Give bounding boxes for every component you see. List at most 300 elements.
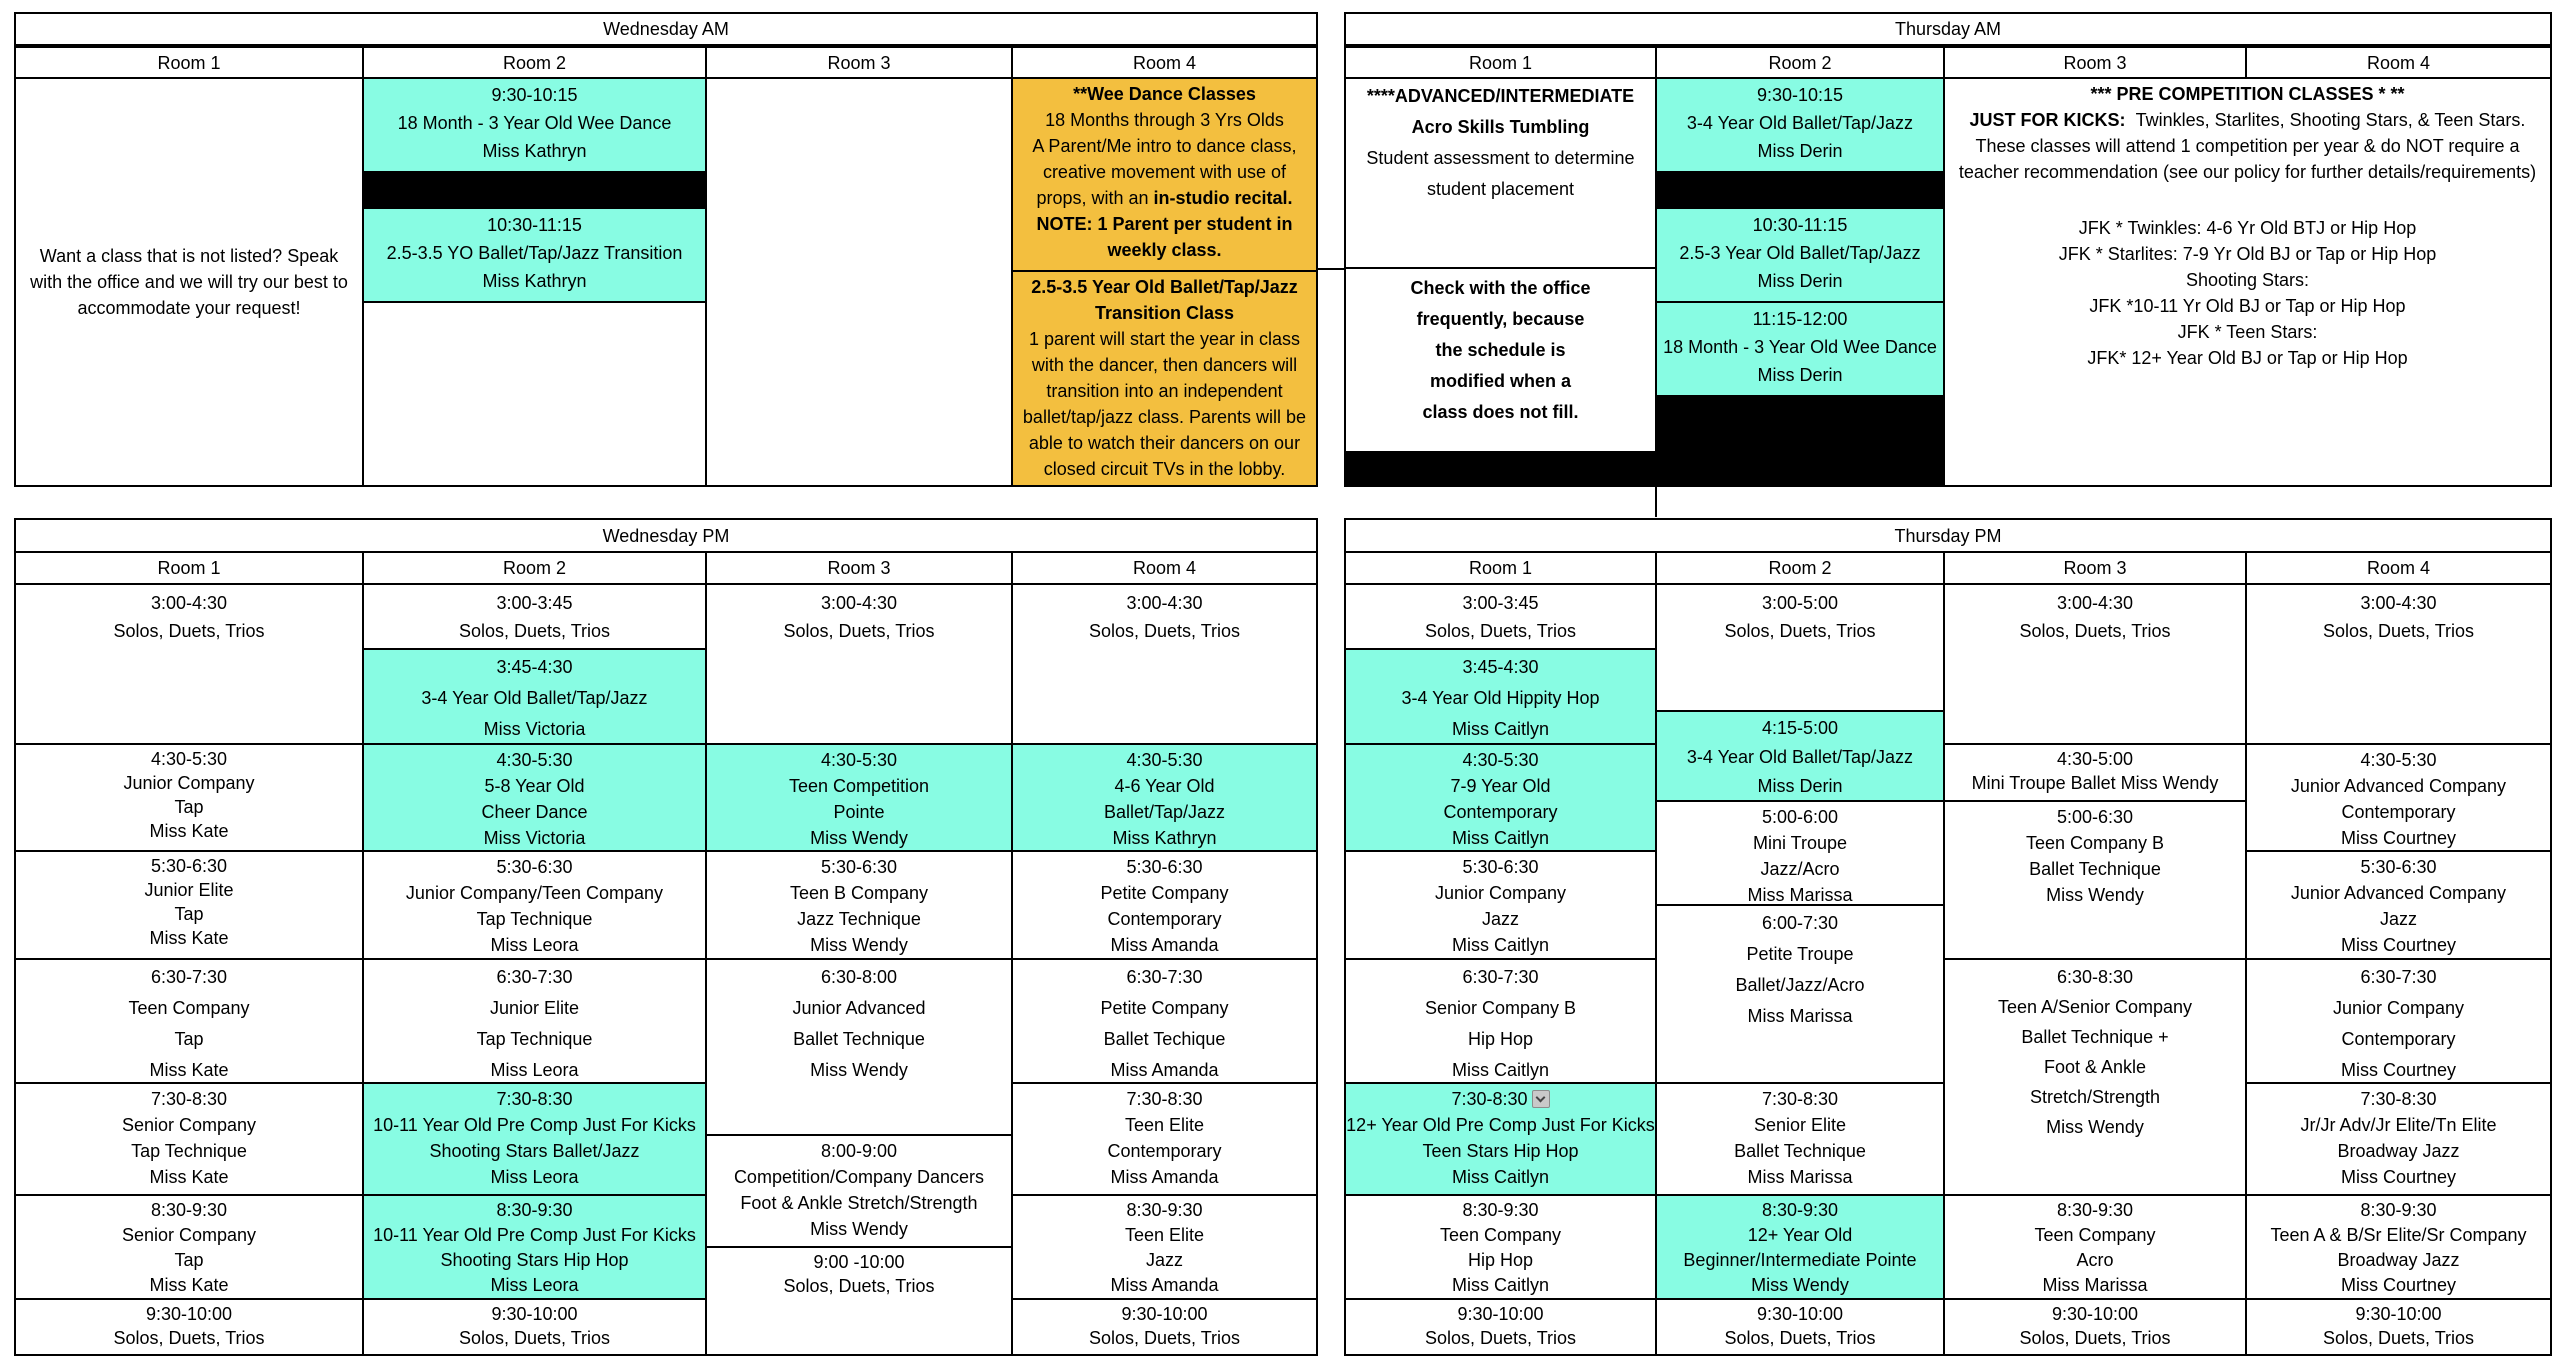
class-time: 3:00-3:45: [496, 593, 573, 613]
class-teacher: Miss Courtney: [2340, 828, 2457, 848]
wednesday-am-title: Wednesday AM: [14, 12, 1318, 46]
thursday-pm-room-1-slot-1: [1344, 583, 1657, 650]
wednesday-pm-room-1-slot-4: [14, 958, 364, 1084]
class-style-3: Stretch/Strength: [2029, 1087, 2161, 1107]
class-time: 3:00-4:30: [150, 593, 228, 613]
class-style: Ballet Technique: [2029, 859, 2161, 879]
class-time: 8:00-9:00: [820, 1141, 898, 1161]
class-style: Jazz Technique: [797, 909, 921, 929]
wee-dance-ages: 18 Months through 3 Yrs Olds: [1045, 110, 1284, 130]
thursday-pm-room-2-slot-1: [1655, 583, 1945, 712]
thursday-am-title: Thursday AM: [1344, 12, 2552, 46]
wednesday-pm-room-1-slot-2: [14, 743, 364, 852]
class-name: Junior Elite: [144, 880, 234, 900]
class-style: Shooting Stars Hip Hop: [440, 1250, 629, 1270]
thursday-am-room-2-class-3: [1655, 301, 1945, 397]
class-time: 8:30-9:30: [496, 1200, 573, 1220]
class-teacher: Miss Leora: [490, 1275, 579, 1295]
class-teacher: Miss Caitlyn: [1451, 828, 1549, 848]
class-teacher: Miss Kathryn: [482, 141, 587, 161]
class-teacher: Miss Leora: [490, 1060, 579, 1080]
class-name: Petite Company: [1100, 998, 1229, 1018]
wednesday-pm-room-4-slot-1: [1011, 583, 1318, 745]
class-style: Ballet/Jazz/Acro: [1735, 975, 1865, 995]
thursday-pm-room-3-slot-4: [1943, 958, 2247, 1196]
class-name: Teen B Company: [789, 883, 929, 903]
class-time: 7:30-8:30: [150, 1089, 228, 1109]
class-style: Broadway Jazz: [2337, 1250, 2460, 1270]
class-name: Teen Company: [128, 998, 250, 1018]
class-time: 3:00-4:30: [1126, 593, 1203, 613]
wednesday-pm-room-3-header: Room 3: [705, 551, 1013, 585]
class-style: Contemporary: [2341, 802, 2456, 822]
thursday-pm-room-1-slot-7: [1344, 1194, 1657, 1300]
class-teacher: Miss Amanda: [1110, 1167, 1219, 1187]
class-name: 3-4 Year Old Ballet/Tap/Jazz: [1686, 113, 1914, 133]
divider-line: [1318, 268, 1346, 270]
class-teacher: Miss Wendy: [2046, 885, 2144, 905]
thursday-pm-room-1-slot-6: [1344, 1082, 1657, 1196]
thursday-pm-room-3-slot-6: [1943, 1298, 2247, 1356]
pre-competition-description: Twinkles, Starlites, Shooting Stars, & Teen Stars. These classes will attend 1 competition per year & do NOT require a teacher recommendation (see our policy for further details/requirements): [1958, 110, 2537, 182]
thursday-pm-room-1-slot-3: [1344, 743, 1657, 852]
wednesday-pm-room-2-slot-6: [362, 1082, 707, 1196]
class-name: Junior Advanced Company: [2290, 883, 2507, 903]
acro-skills-box: [1344, 77, 1657, 269]
class-time: 11:15-12:00: [1752, 309, 1848, 329]
class-style: Contemporary: [1443, 802, 1558, 822]
class-style: Ballet Technique: [793, 1029, 925, 1049]
wednesday-pm-room-3-slot-4: [705, 958, 1013, 1136]
class-teacher: Miss Amanda: [1110, 1060, 1219, 1080]
class-name: 5-8 Year Old: [484, 776, 585, 796]
thursday-am-room-2-class-1: [1655, 77, 1945, 173]
wednesday-pm-room-3-slot-2: [705, 743, 1013, 852]
class-time: 6:00-7:30: [1761, 913, 1839, 933]
class-style: Tap: [174, 797, 204, 817]
acro-assessment: Student assessment to determine student placement: [1366, 148, 1635, 199]
thursday-am-room-3-header: Room 3: [1943, 46, 2247, 79]
class-time: 4:15-5:00: [1761, 718, 1839, 738]
thursday-pm-room-2-slot-3: [1655, 800, 1945, 906]
class-time: 8:30-9:30: [1761, 1200, 1839, 1220]
class-teacher: Miss Leora: [490, 935, 579, 955]
class-style: Ballet Technique: [1734, 1141, 1866, 1161]
wednesday-pm-room-4-slot-3: [1011, 850, 1318, 960]
wednesday-pm-room-2-slot-4: [362, 850, 707, 960]
class-name: Teen Company: [2034, 1225, 2156, 1245]
class-name: Teen Company B: [2025, 833, 2165, 853]
class-style: Hip Hop: [1467, 1029, 1534, 1049]
wee-dance-description: A Parent/Me intro to dance class, creative movement with use of props, with an: [1032, 136, 1297, 208]
class-name: Junior Company: [2332, 998, 2465, 1018]
acro-class: Acro Skills Tumbling: [1411, 117, 1590, 137]
class-name: Solos, Duets, Trios: [1088, 1328, 1241, 1348]
wednesday-pm-room-1-slot-5: [14, 1082, 364, 1196]
wednesday-am-room-3-header: Room 3: [705, 46, 1013, 79]
divider-line: [1655, 487, 1657, 517]
class-style: Hip Hop: [1467, 1250, 1534, 1270]
class-time: 5:30-6:30: [150, 856, 228, 876]
class-time: 9:30-10:00: [491, 1304, 578, 1324]
class-teacher: Miss Wendy: [810, 935, 908, 955]
class-name: 10-11 Year Old Pre Comp Just For Kicks: [373, 1115, 696, 1135]
class-style: Ballet/Tap/Jazz: [1103, 802, 1226, 822]
class-teacher: Miss Marissa: [1747, 885, 1853, 905]
class-name: Teen A & B/Sr Elite/Sr Company: [2270, 1225, 2527, 1245]
class-name: Junior Advanced: [792, 998, 926, 1018]
class-name: 2.5-3 Year Old Ballet/Tap/Jazz: [1679, 243, 1921, 263]
class-name: Mini Troupe: [1752, 833, 1848, 853]
class-teacher: Miss Kathryn: [482, 271, 587, 291]
wednesday-pm-room-2-slot-3: [362, 743, 707, 852]
class-teacher: Miss Courtney: [2340, 1060, 2457, 1080]
class-style: Tap Technique: [476, 909, 593, 929]
class-teacher: Miss Caitlyn: [1451, 935, 1549, 955]
wednesday-pm-room-2-slot-8: [362, 1298, 707, 1356]
class-time: 5:30-6:30: [820, 857, 898, 877]
schedule-notice-box: [1344, 267, 1657, 453]
wee-dance-info-box: [1011, 77, 1318, 272]
class-style: Shooting Stars Ballet/Jazz: [429, 1141, 640, 1161]
class-style: Jazz: [1145, 1250, 1183, 1270]
class-style: Ballet Techique: [1103, 1029, 1226, 1049]
class-style: Beginner/Intermediate Pointe: [1683, 1250, 1917, 1270]
class-time: 9:30-10:00: [1457, 1304, 1544, 1324]
class-time: 9:00 -10:00: [813, 1252, 905, 1272]
wednesday-pm-room-2-header: Room 2: [362, 551, 707, 585]
class-teacher: Miss Courtney: [2340, 1275, 2457, 1295]
schedule-notice: Check with the office frequently, because the schedule is modified when a class does not fill.: [1410, 278, 1591, 422]
wee-dance-title: **Wee Dance Classes: [1073, 84, 1256, 104]
thursday-pm-room-4-slot-5: [2245, 1082, 2552, 1196]
class-teacher: Miss Derin: [1757, 271, 1843, 291]
wednesday-pm-room-2-slot-1: [362, 583, 707, 650]
class-teacher: Miss Derin: [1757, 365, 1843, 385]
thursday-pm-room-4-header: Room 4: [2245, 551, 2552, 585]
class-time: 3:00-4:30: [2056, 593, 2134, 613]
class-time: 4:30-5:30: [1462, 750, 1539, 770]
thursday-pm-room-4-slot-6: [2245, 1194, 2552, 1300]
wednesday-am-room-3-empty: [705, 77, 1013, 487]
wednesday-pm-room-1-slot-1: [14, 583, 364, 745]
class-time: 8:30-9:30: [1462, 1200, 1539, 1220]
class-name: Solos, Duets, Trios: [1088, 621, 1241, 641]
class-name: Solos, Duets, Trios: [1424, 621, 1577, 641]
jfk-twinkles: JFK * Twinkles: 4-6 Yr Old BTJ or Hip Hop: [2078, 218, 2417, 238]
class-style: Pointe: [833, 802, 885, 822]
thursday-pm-room-2-slot-5: [1655, 1082, 1945, 1196]
wednesday-am-room-2-class-1: [362, 77, 707, 173]
class-teacher: Miss Wendy: [2046, 1117, 2144, 1137]
class-name: Teen A/Senior Company: [1997, 997, 2193, 1017]
thursday-am-room-2-class-2: [1655, 207, 1945, 303]
wee-dance-recital: in-studio recital.: [1153, 188, 1293, 208]
class-time: 3:00-4:30: [2360, 593, 2437, 613]
class-name: 18 Month - 3 Year Old Wee Dance: [1663, 337, 1937, 357]
class-style: Acro: [2076, 1250, 2114, 1270]
shooting-stars-label: Shooting Stars:: [2185, 270, 2310, 290]
class-time: 5:30-6:30: [2360, 857, 2437, 877]
jfk-teen-stars: JFK* 12+ Year Old BJ or Tap or Hip Hop: [2087, 348, 2408, 368]
class-time: 6:30-7:30: [1126, 967, 1203, 987]
class-name: Solos, Duets, Trios: [783, 621, 935, 641]
class-name: 2.5-3.5 YO Ballet/Tap/Jazz Transition: [386, 243, 683, 263]
thursday-am-room-2-blocked-2: [1655, 395, 1945, 487]
class-style: Jazz: [2379, 909, 2417, 929]
thursday-pm-room-3-slot-3: [1943, 800, 2247, 960]
wednesday-pm-room-2-slot-7: [362, 1194, 707, 1300]
class-teacher: Miss Courtney: [2340, 1167, 2457, 1187]
class-time: 3:00-4:30: [820, 593, 898, 613]
class-time: 9:30-10:15: [491, 85, 578, 105]
class-style: Foot & Ankle Stretch/Strength: [740, 1193, 978, 1213]
class-time: 8:30-9:30: [2056, 1200, 2134, 1220]
class-name: Solos, Duets, Trios: [2322, 1328, 2475, 1348]
class-name: 3-4 Year Old Ballet/Tap/Jazz: [1686, 747, 1914, 767]
class-name: Solos, Duets, Trios: [2019, 1328, 2171, 1348]
class-name: Solos, Duets, Trios: [113, 1328, 265, 1348]
class-name: Solos, Duets, Trios: [458, 1328, 611, 1348]
class-name: Senior Company B: [1424, 998, 1577, 1018]
wednesday-pm-room-1-slot-3: [14, 850, 364, 960]
thursday-am-room-1-blocked: [1344, 451, 1657, 487]
request-class-note: Want a class that is not listed? Speak with the office and we will try our best to accommodate your request!: [30, 246, 348, 318]
class-time: 7:30-8:30: [2360, 1089, 2437, 1109]
class-style: Broadway Jazz: [2337, 1141, 2460, 1161]
thursday-pm-room-3-slot-2: [1943, 743, 2247, 802]
class-name: Teen Competition: [788, 776, 930, 796]
class-teacher: Miss Kate: [149, 1060, 229, 1080]
transition-class-title: 2.5-3.5 Year Old Ballet/Tap/Jazz Transition Class: [1031, 277, 1298, 323]
class-teacher: Miss Kate: [149, 821, 229, 841]
class-time: 9:30-10:00: [1756, 1304, 1844, 1324]
class-teacher: Miss Kate: [149, 1275, 229, 1295]
wednesday-pm-room-3-slot-5: [705, 1134, 1013, 1248]
class-teacher: Miss Victoria: [483, 719, 586, 739]
class-time: 7:30-8:30: [1126, 1089, 1203, 1109]
thursday-pm-room-3-slot-1: [1943, 583, 2247, 745]
class-time: 5:00-6:30: [2056, 807, 2134, 827]
class-name: Junior Elite: [489, 998, 580, 1018]
jfk-starlites: JFK * Starlites: 7-9 Yr Old BJ or Tap or Hip Hop: [2058, 244, 2437, 264]
class-name: Solos, Duets, Trios: [2019, 621, 2171, 641]
class-style: Tap: [174, 904, 204, 924]
thursday-pm-room-2-slot-7: [1655, 1298, 1945, 1356]
class-time: 5:30-6:30: [496, 857, 573, 877]
class-time: 4:30-5:30: [2360, 750, 2437, 770]
class-name: 3-4 Year Old Hippity Hop: [1401, 688, 1600, 708]
class-style: Tap Technique: [131, 1141, 247, 1161]
class-name: Teen Elite: [1124, 1115, 1205, 1135]
class-time: 9:30-10:15: [1756, 85, 1844, 105]
class-teacher: Miss Amanda: [1110, 935, 1219, 955]
class-name: Mini Troupe Ballet Miss Wendy: [1971, 773, 2219, 793]
class-teacher: Miss Wendy: [810, 1219, 908, 1239]
class-time: 7:30-8:30: [1761, 1089, 1839, 1109]
teen-stars-label: JFK * Teen Stars:: [2177, 322, 2318, 342]
class-time: 3:45-4:30: [1462, 657, 1539, 677]
thursday-pm-room-1-header: Room 1: [1344, 551, 1657, 585]
class-name: Petite Troupe: [1746, 944, 1854, 964]
class-name: Junior Company: [1434, 883, 1567, 903]
class-time: 4:30-5:30: [820, 750, 898, 770]
class-teacher: Miss Victoria: [483, 828, 586, 848]
class-time: 8:30-9:30: [1126, 1200, 1203, 1220]
wednesday-pm-room-4-slot-6: [1011, 1194, 1318, 1300]
class-time: 8:30-9:30: [150, 1200, 228, 1220]
class-teacher: Miss Kathryn: [1112, 828, 1217, 848]
class-name: Senior Company: [121, 1115, 257, 1135]
thursday-pm-room-2-slot-2: [1655, 710, 1945, 802]
wednesday-pm-room-1-slot-7: [14, 1298, 364, 1356]
dropdown-icon[interactable]: [1532, 1090, 1550, 1108]
class-time: 7:30-8:30: [496, 1089, 573, 1109]
class-teacher: Miss Wendy: [1751, 1275, 1849, 1295]
class-style: Teen Stars Hip Hop: [1422, 1141, 1579, 1161]
thursday-pm-room-4-slot-2: [2245, 743, 2552, 852]
jfk-shooting-stars: JFK *10-11 Yr Old BJ or Tap or Hip Hop: [2089, 296, 2406, 316]
class-teacher: Miss Wendy: [810, 1060, 908, 1080]
class-time: 5:30-6:30: [1462, 857, 1539, 877]
class-time: 9:30-10:00: [2051, 1304, 2139, 1324]
class-time: 9:30-10:00: [1121, 1304, 1208, 1324]
class-teacher: Miss Leora: [490, 1167, 579, 1187]
wednesday-pm-room-1-slot-6: [14, 1194, 364, 1300]
class-time: 4:30-5:00: [2056, 749, 2134, 769]
class-style: Contemporary: [1107, 1141, 1222, 1161]
wednesday-pm-room-2-slot-5: [362, 958, 707, 1084]
thursday-pm-room-2-header: Room 2: [1655, 551, 1945, 585]
class-teacher: Miss Marissa: [2042, 1275, 2148, 1295]
thursday-pm-room-1-slot-4: [1344, 850, 1657, 960]
class-time: 6:30-8:30: [2056, 967, 2134, 987]
wednesday-pm-room-1-header: Room 1: [14, 551, 364, 585]
thursday-pm-room-4-slot-4: [2245, 958, 2552, 1084]
class-time: 10:30-11:15: [487, 215, 582, 235]
class-name: Solos, Duets, Trios: [2322, 621, 2475, 641]
class-time: 6:30-7:30: [496, 967, 573, 987]
class-name: Teen Elite: [1124, 1225, 1205, 1245]
class-style-2: Foot & Ankle: [2043, 1057, 2147, 1077]
pre-competition-info-box: [1943, 77, 2552, 487]
class-time: 9:30-10:00: [145, 1304, 233, 1324]
thursday-pm-room-4-slot-3: [2245, 850, 2552, 960]
class-name: 10-11 Year Old Pre Comp Just For Kicks: [373, 1225, 696, 1245]
class-teacher: Miss Caitlyn: [1451, 719, 1549, 739]
class-name: Solos, Duets, Trios: [783, 1276, 935, 1296]
thursday-am-room-1-header: Room 1: [1344, 46, 1657, 79]
class-name: Jr/Jr Adv/Jr Elite/Tn Elite: [2300, 1115, 2497, 1135]
class-name: 12+ Year Old: [1747, 1225, 1853, 1245]
thursday-am-room-2-header: Room 2: [1655, 46, 1945, 79]
class-teacher: Miss Marissa: [1747, 1006, 1853, 1026]
class-time: 6:30-7:30: [2360, 967, 2437, 987]
class-name: Solos, Duets, Trios: [113, 621, 265, 641]
class-name: 12+ Year Old Pre Comp Just For Kicks: [1346, 1115, 1655, 1135]
class-name: Solos, Duets, Trios: [1724, 1328, 1876, 1348]
class-name: Solos, Duets, Trios: [458, 621, 611, 641]
class-time: 10:30-11:15: [1752, 215, 1848, 235]
wednesday-pm-room-4-slot-5: [1011, 1082, 1318, 1196]
class-teacher: Miss Courtney: [2340, 935, 2457, 955]
class-time: 4:30-5:30: [150, 749, 228, 769]
wednesday-pm-room-4-header: Room 4: [1011, 551, 1318, 585]
class-name: 4-6 Year Old: [1114, 776, 1215, 796]
class-name: 7-9 Year Old: [1450, 776, 1551, 796]
class-time: 3:00-3:45: [1462, 593, 1539, 613]
class-time: 5:30-6:30: [1126, 857, 1203, 877]
class-time: 3:45-4:30: [496, 657, 573, 677]
class-name: Junior Advanced Company: [2290, 776, 2507, 796]
transition-class-description: 1 parent will start the year in class with the dancer, then dancers will transition into an independent ballet/tap/jazz class. Parents will be able to watch their dancers on our closed circuit TVs in the lobby.: [1022, 329, 1307, 479]
thursday-pm-room-3-slot-5: [1943, 1194, 2247, 1300]
class-style: Tap: [174, 1250, 204, 1270]
wednesday-am-room-2-blocked: [362, 171, 707, 209]
thursday-pm-room-4-slot-7: [2245, 1298, 2552, 1356]
thursday-am-room-2-blocked-1: [1655, 171, 1945, 209]
class-time: 4:30-5:30: [496, 750, 573, 770]
class-time: 8:30-9:30: [2360, 1200, 2437, 1220]
class-time: 6:30-7:30: [150, 967, 228, 987]
class-time: 5:00-6:00: [1761, 807, 1839, 827]
wednesday-am-room-4-header: Room 4: [1011, 46, 1318, 79]
wednesday-am-room-2-header: Room 2: [362, 46, 707, 79]
class-teacher: Miss Caitlyn: [1451, 1167, 1549, 1187]
class-name: Solos, Duets, Trios: [1424, 1328, 1577, 1348]
class-teacher: Miss Kate: [149, 928, 229, 948]
wee-dance-note: NOTE: 1 Parent per student in weekly class.: [1036, 214, 1293, 260]
class-teacher: Miss Marissa: [1747, 1167, 1853, 1187]
class-style: Tap Technique: [476, 1029, 593, 1049]
class-style: Tap: [174, 1029, 204, 1049]
class-time: 9:30-10:00: [2355, 1304, 2442, 1324]
class-name: 18 Month - 3 Year Old Wee Dance: [397, 113, 672, 133]
class-style: Ballet Technique +: [2021, 1027, 2169, 1047]
class-time: 6:30-7:30: [1462, 967, 1539, 987]
class-teacher: Miss Amanda: [1110, 1275, 1219, 1295]
wednesday-am-room-1-note: [14, 77, 364, 487]
class-time: 6:30-8:00: [820, 967, 898, 987]
thursday-pm-room-2-slot-4: [1655, 904, 1945, 1084]
class-teacher: Miss Derin: [1757, 776, 1843, 796]
class-name: 3-4 Year Old Ballet/Tap/Jazz: [421, 688, 648, 708]
class-teacher: Miss Wendy: [810, 828, 908, 848]
class-teacher: Miss Derin: [1757, 141, 1843, 161]
class-name: Junior Company: [123, 773, 255, 793]
class-time: 7:30-8:30: [1451, 1089, 1528, 1109]
class-style: Contemporary: [2341, 1029, 2456, 1049]
wednesday-pm-room-3-slot-1: [705, 583, 1013, 745]
wednesday-pm-title: Wednesday PM: [14, 518, 1318, 553]
class-teacher: Miss Kate: [149, 1167, 229, 1187]
thursday-pm-room-1-slot-5: [1344, 958, 1657, 1084]
wednesday-pm-room-4-slot-2: [1011, 743, 1318, 852]
thursday-pm-room-1-slot-8: [1344, 1298, 1657, 1356]
class-style: Jazz/Acro: [1760, 859, 1840, 879]
class-teacher: Miss Caitlyn: [1451, 1275, 1549, 1295]
class-time: 4:30-5:30: [1126, 750, 1203, 770]
wednesday-am-room-2-empty: [362, 301, 707, 487]
class-teacher: Miss Caitlyn: [1451, 1060, 1549, 1080]
class-style: Contemporary: [1107, 909, 1222, 929]
class-time: 3:00-5:00: [1761, 593, 1839, 613]
wednesday-pm-room-3-slot-6: [705, 1246, 1013, 1356]
thursday-pm-room-2-slot-6: [1655, 1194, 1945, 1300]
thursday-pm-room-4-slot-1: [2245, 583, 2552, 745]
class-name: Solos, Duets, Trios: [1724, 621, 1876, 641]
class-style: Jazz: [1481, 909, 1519, 929]
